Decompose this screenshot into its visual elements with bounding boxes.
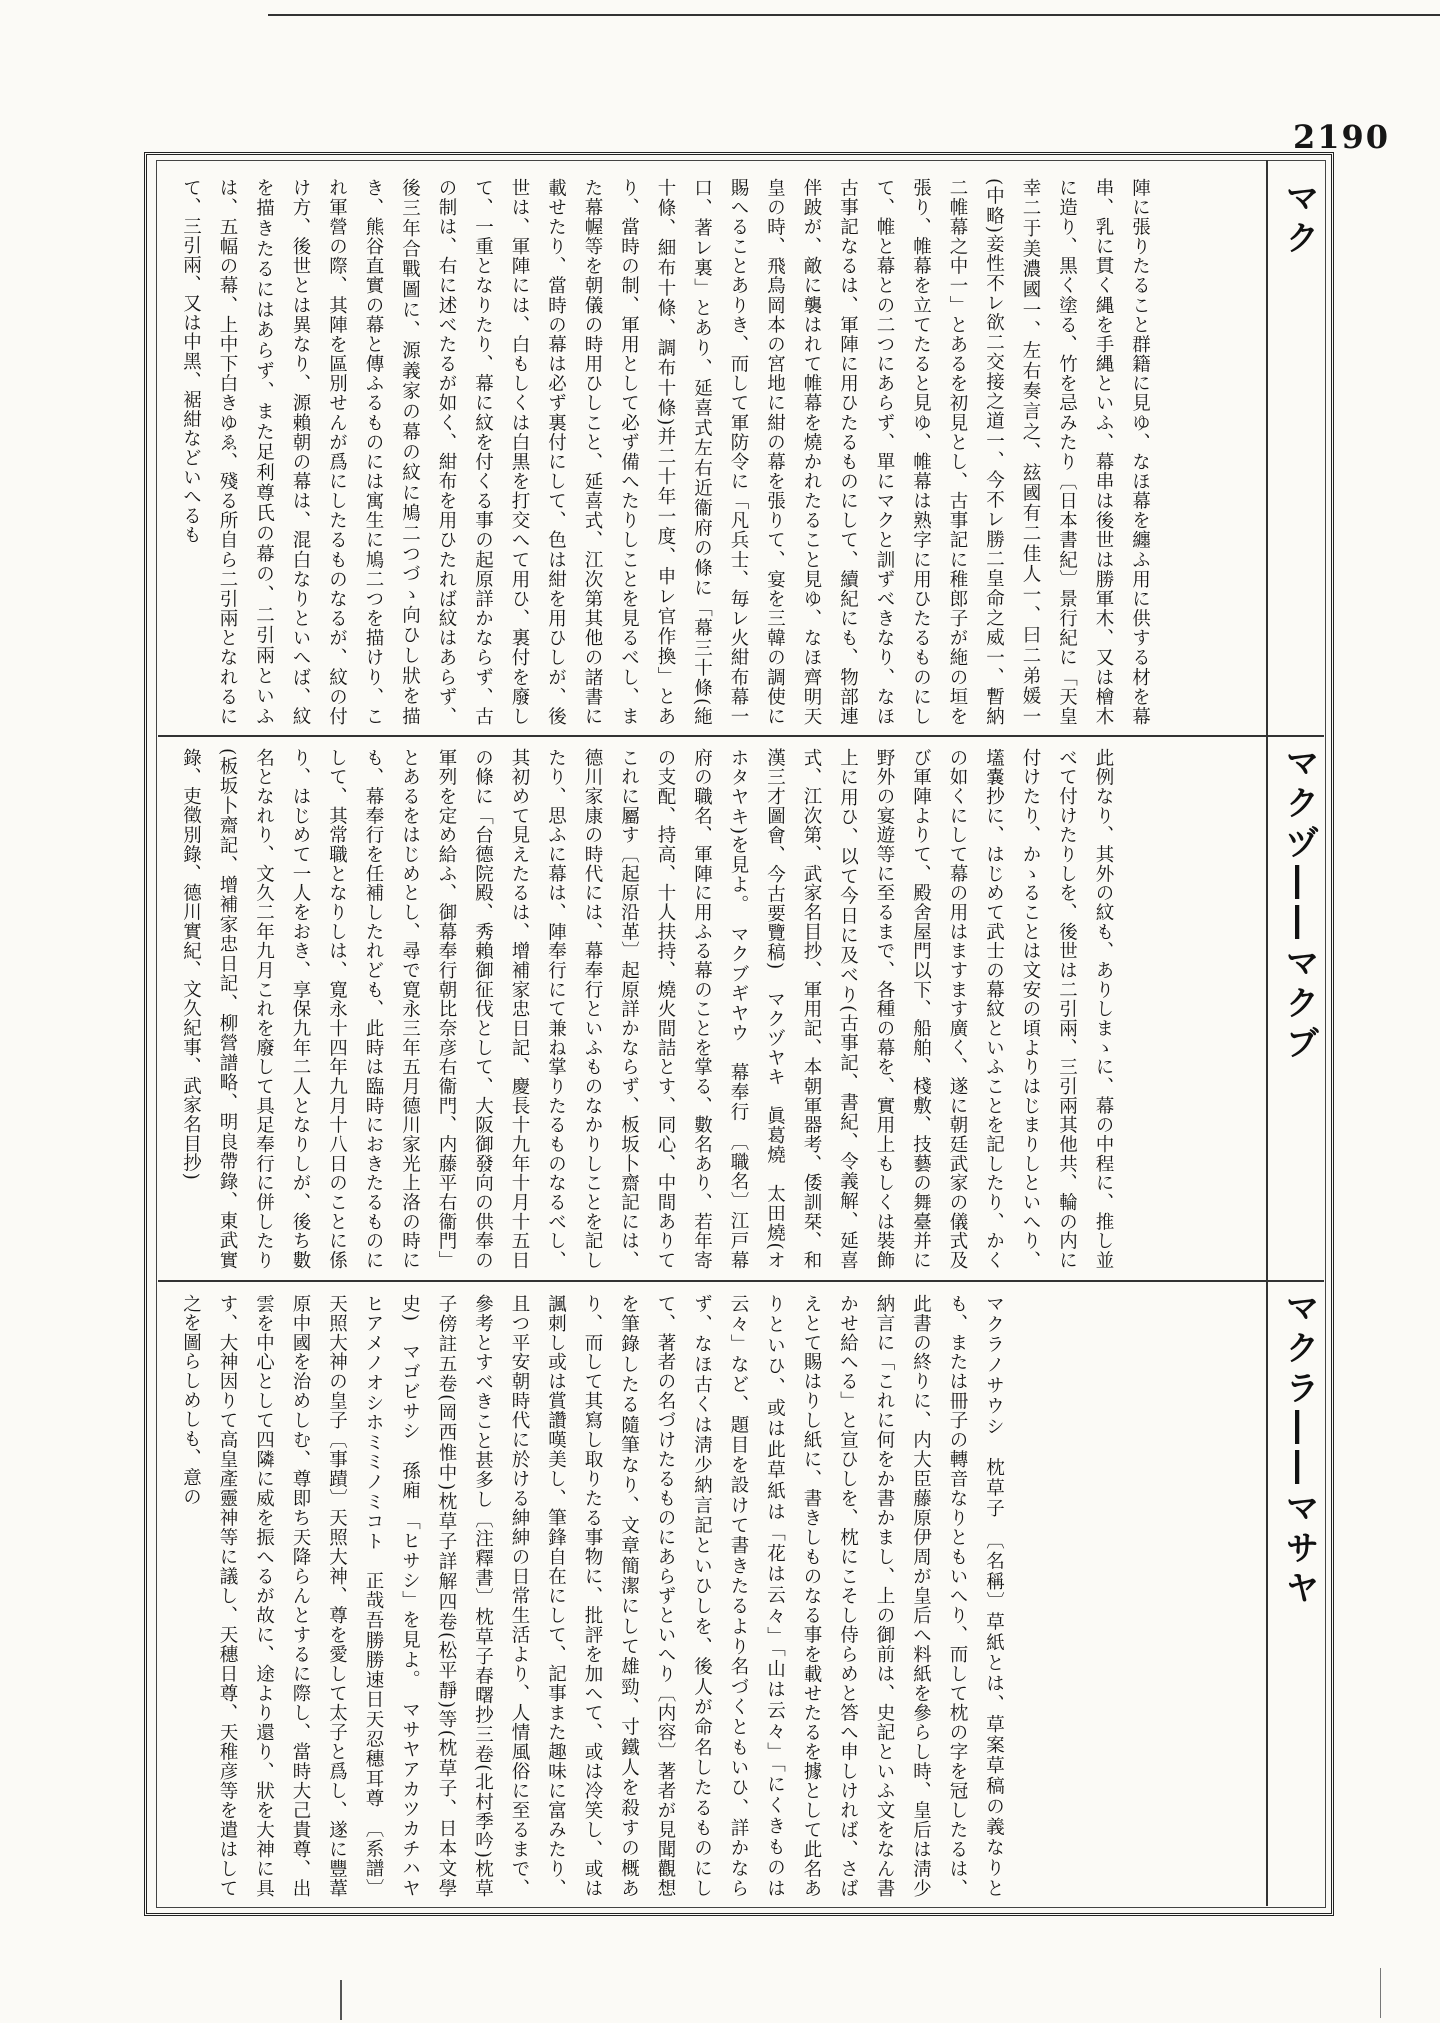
page-top-rule: [268, 14, 1440, 16]
body-section-middle: [172, 748, 1258, 1270]
body-section-top: [172, 178, 1258, 726]
body-text-top: 陣に張りたること群籍に見ゆ、なほ幕を纏ふ用に供する材を幕串、乳に貫く縄を手縄といふ、幕串は後世は勝軍木、又は檜木に造り、黒く塗る、竹を忌みたり〔日本書紀〕景行紀に「天皇幸二于美濃國一、左右奏言之、玆國有二佳人一、曰二弟媛一(中略)妾性不レ欲二交接之道一、今不レ勝二皇命之威一、暫納二帷幕之中一」とあるを初見とし、古事記に稚郎子が絁の垣を張り、帷幕を立てたると見ゆ、帷幕は熟字に用ひたるものにして、帷と幕との二つにあらず、單にマクと訓ずべきなり、なほ古事記なるは、軍陣に用ひたるものにして、續紀にも、物部連伴跛が、敵に襲はれて帷幕を燒かれたること見ゆ、なほ齊明天皇の時、飛鳥岡本の宮地に紺の幕を張りて、宴を三韓の調使に賜へることありき、而して軍防令に「凡兵士、毎レ火紺布幕一口、著レ裏」とあり、延喜式左右近衞府の條に「幕三十條(絁十條、細布十條、調布十條)并二十年一度、申レ官作換」とあり、當時の制、軍用として必ず備へたりしことを見るべし、また幕幄等を朝儀の時用ひしこと、延喜式、江次第其他の諸書に載せたり、當時の幕は必ず裏付にして、色は紺を用ひしが、後世は、軍陣には、白もしくは白黒を打交へて用ひ、裏付を廢して、一重となりたり、幕に紋を付くる事の起原詳かならず、古の制は、右に述べたるが如く、紺布を用ひたれば紋はあらず、後三年合戰圖に、源義家の幕の紋に鳩二つづゝ向ひし狀を描き、熊谷直實の幕と傳ふるものには寓生に鳩二つを描けり、これ軍營の際、其陣を區別せんが爲にしたるものなるが、紋の付け方、後世とは異なり、源賴朝の幕は、混白なりといへば、紋を描きたるにはあらず、また足利尊氏の幕の、二引兩といふは、五幅の幕、上中下白きゆゑ、殘る所自ら二引兩となれるにて、三引兩、又は中黑、裾紺などいへるも: [180, 178, 1151, 726]
running-header-top: マク: [1279, 180, 1319, 260]
section-divider-2: [158, 1280, 1324, 1282]
running-header-middle: マクヅ――マクブ: [1279, 745, 1319, 1065]
body-text-middle: 此例なり、其外の紋も、ありしまゝに、幕の中程に、推し並べて付けたりしを、後世は二引兩、三引兩其他共、輪の内に付けたり、かゝることは文安の頃よりはじまりしといへり、壒嚢抄に、はじめて武士の幕紋といふことを記したり、かくの如くにして幕の用はますます廣く、遂に朝廷武家の儀式及び軍陣よりて、殿舍屋門以下、船舶、棧敷、技藝の舞臺并に野外の宴遊等に至るまで、各種の幕を、實用上もしくは裝飾上に用ひ、以て今日に及べり(古事記、書紀、令義解、延喜式、江次第、武家名目抄、軍用記、本朝軍器考、倭訓栞、和漢三才圖會、今古要覽稿) マクヅヤキ 眞葛燒 太田燒(オホタヤキ)を見よ。 マクブギヤウ 幕奉行 〔職名〕江戸幕府の職名、軍陣に用ふる幕のことを掌る、數名あり、若年寄の支配、持高、十人扶持、燒火間詰とす、同心、中間ありてこれに屬す〔起原沿革〕起原詳かならず、板坂卜齋記には、德川家康の時代には、幕奉行といふものなかりしことを記したり、思ふに幕は、陣奉行にて兼ね掌りたるものなるべし、其初めて見えたるは、增補家忠日記、慶長十九年十月十五日の條に「台德院殿、秀賴御征伐として、大阪御發向の供奉の軍列を定め給ふ、御幕奉行朝比奈彦右衞門、内藤平右衞門」とあるをはじめとし、尋で寛永三年五月德川家光上洛の時にも、幕奉行を任補したれども、此時は臨時におきたるものにして、其常職となりしは、寛永十四年九月十八日のことに係り、はじめて一人をおき、享保九年二人となりしが、後ち數名となれり、文久二年九月これを廢して具足奉行に併したり(板坂卜齋記、增補家忠日記、柳營譜略、明良帶錄、東武實錄、吏徵別錄、德川實紀、文久紀事、武家名目抄): [180, 748, 1114, 1270]
section-divider-1: [158, 735, 1324, 737]
page-number: 2190: [1292, 118, 1390, 156]
scan-mark-left: [340, 1980, 342, 2020]
header-column-rule: [1266, 160, 1268, 1906]
running-header-bottom: マクラ――マサヤ: [1279, 1290, 1319, 1610]
body-section-bottom: [172, 1294, 1258, 1898]
scan-mark-right: [1380, 1968, 1381, 2018]
body-text-bottom: マクラノサウシ 枕草子 〔名稱〕草紙とは、草案草稿の義なりとも、または冊子の轉音なりともいへり、而して枕の字を冠したるは、此書の終りに、内大臣藤原伊周が皇后へ料紙を參らし時、皇后は淸少納言に「これに何をか書かまし、上の御前は、史記といふ文をなん書かせ給へる」と宣ひしを、枕にこそし侍らめと答へ申しければ、さばえとて賜はりし紙に、書きしものなる事を載せたるを據として此名ありといひ、或は此草紙は「花は云々」「山は云々」「にくきものは云々」など、題目を設けて書きたるより名づくともいひ、詳かならず、なほ古くは淸少納言記といひしを、後人が命名したるものにして、著者の名づけたるものにあらずといへり〔内容〕著者が見聞觀想を筆錄したる隨筆なり、文章簡潔にして雄勁、寸鐵人を殺すの概あり、而して其寫し取りたる事物に、批評を加へて、或は冷笑し、或は諷刺し或は賞讚嘆美し、筆鋒自在にして、記事また趣味に富みたり、且つ平安朝時代に於ける紳紳の日常生活より、人情風俗に至るまで、參考とすべきこと甚多し〔注釋書〕枕草子春曙抄三卷(北村季吟)枕草子傍註五卷(岡西惟中)枕草子詳解四卷(松平靜)等(枕草子、日本文學史) マゴビサシ 孫廂 「ヒサシ」を見よ。 マサヤアカツカチハヤヒアメノオシホミミノミコト 正哉吾勝勝速日天忍穗耳尊 〔系譜〕天照大神の皇子〔事蹟〕天照大神、尊を愛して太子と爲し、遂に豐葦原中國を治めしむ、尊即ち天降らんとするに際し、當時大己貴尊、出雲を中心として四隣に威を振へるが故に、途より還り、狀を大神に具す、大神因りて高皇產靈神等に議し、天穗日尊、天稚彦等を遣はして之を圖らしめしも、意の: [180, 1294, 1005, 1898]
